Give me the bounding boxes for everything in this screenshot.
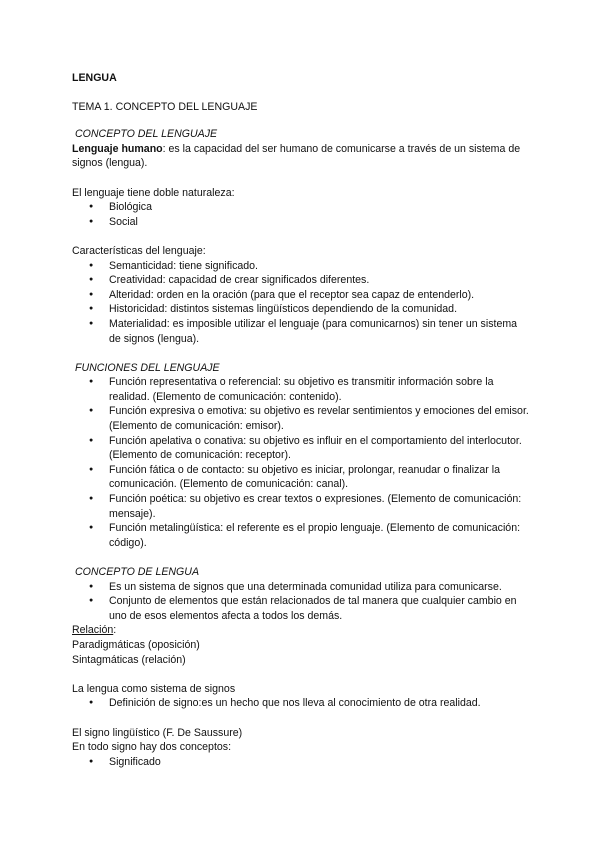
list-item: ● Social bbox=[72, 215, 530, 230]
list-item: ● Función metalingüística: el referente es el propio lenguaje. (Elemento de comunicación: código). bbox=[72, 521, 530, 550]
relacion-label: Relación bbox=[72, 624, 114, 637]
concepto-lengua-list bbox=[72, 580, 530, 624]
definition-text: : es la capacidad del ser humano de comunicarse a través de un sistema de signos (lengua). bbox=[72, 142, 521, 170]
list-item: ● Función apelativa o conativa: su objetivo es influir en el comportamiento del interlocutor. (Elemento de comunicación: receptor). bbox=[72, 434, 530, 463]
funciones-list bbox=[72, 375, 530, 550]
list-item: ● Función representativa o referencial: su objetivo es transmitir información sobre la realidad. (Elemento de comunicación: contenido). bbox=[72, 375, 530, 404]
list-item: ● Biológica bbox=[72, 200, 530, 215]
sistema-signos-list bbox=[72, 696, 530, 711]
section-heading-concepto-lengua: CONCEPTO DE LENGUA bbox=[75, 566, 200, 578]
signo-linguistico-line1: El signo lingüístico (F. De Saussure) bbox=[72, 726, 243, 739]
document-title: LENGUA bbox=[72, 72, 117, 84]
list-item: ● Definición de signo:es un hecho que nos lleva al conocimiento de otra realidad. bbox=[72, 696, 530, 711]
signo-linguistico-line2: En todo signo hay dos conceptos: bbox=[72, 741, 232, 754]
list-item: ● Historicidad: distintos sistemas lingüísticos dependiendo de la comunidad. bbox=[72, 302, 530, 317]
caracteristicas-intro: Características del lenguaje: bbox=[72, 244, 206, 257]
defined-term: Lenguaje humano bbox=[72, 142, 163, 155]
relacion-line bbox=[72, 623, 530, 638]
sistema-signos-intro: La lengua como sistema de signos bbox=[72, 682, 236, 695]
list-item: ● Conjunto de elementos que están relacionados de tal manera que cualquier cambio en uno de esos elementos afecta a todos los demás. bbox=[72, 594, 530, 623]
list-item: ● Es un sistema de signos que una determinada comunidad utiliza para comunicarse. bbox=[72, 580, 530, 595]
naturaleza-list bbox=[72, 200, 530, 229]
sintagmaticas-line: Sintagmáticas (relación) bbox=[72, 653, 186, 666]
list-item: ● Creatividad: capacidad de crear significados diferentes. bbox=[72, 273, 530, 288]
list-item: ● Alteridad: orden en la oración (para que el receptor sea capaz de entenderlo). bbox=[72, 288, 530, 303]
list-item: ● Función expresiva o emotiva: su objetivo es revelar sentimientos y emociones del emisor. (Elemento de comunicación: emisor). bbox=[72, 404, 530, 433]
list-item: ● Semanticidad: tiene significado. bbox=[72, 259, 530, 274]
list-item: ● Función poética: su objetivo es crear textos o expresiones. (Elemento de comunicación: mensaje). bbox=[72, 492, 530, 521]
paradigmaticas-line: Paradigmáticas (oposición) bbox=[72, 638, 200, 651]
topic-heading: TEMA 1. CONCEPTO DEL LENGUAJE bbox=[72, 100, 258, 113]
signo-linguistico-list bbox=[72, 755, 530, 770]
list-item: ● Materialidad: es imposible utilizar el lenguaje (para comunicarnos) sin tener un sistema de signos (lengua). bbox=[72, 317, 530, 346]
naturaleza-intro: El lenguaje tiene doble naturaleza: bbox=[72, 186, 235, 199]
section-heading-funciones: FUNCIONES DEL LENGUAJE bbox=[75, 361, 220, 374]
relacion-colon: : bbox=[113, 624, 117, 637]
section-heading-concepto-lenguaje: CONCEPTO DEL LENGUAJE bbox=[75, 128, 218, 141]
list-item: ● Significado bbox=[72, 755, 530, 770]
list-item: ● Función fática o de contacto: su objetivo es iniciar, prolongar, reanudar o finalizar la comunicación. (Elemento de comunicación: canal). bbox=[72, 463, 530, 492]
caracteristicas-list bbox=[72, 259, 530, 347]
definition-paragraph bbox=[72, 142, 530, 171]
